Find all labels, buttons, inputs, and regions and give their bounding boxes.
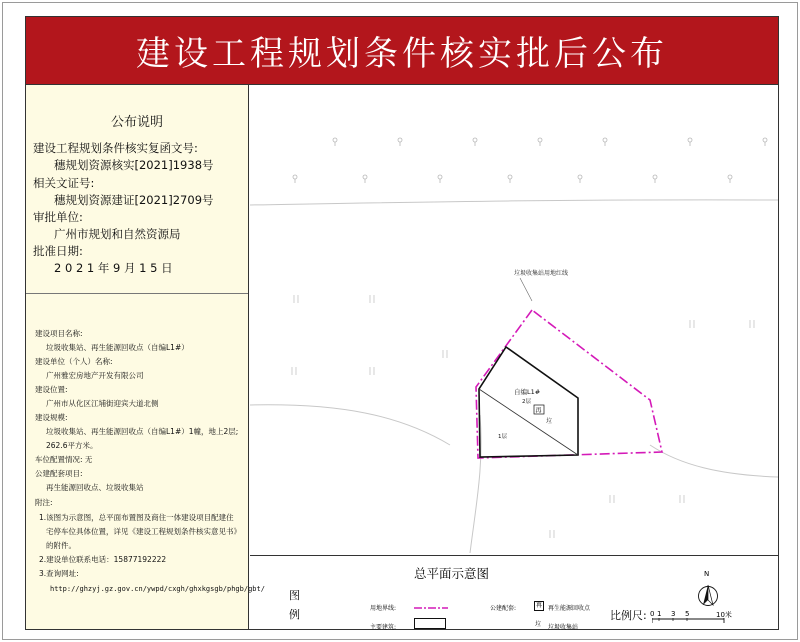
road-edge-line xyxy=(250,405,450,445)
scale-value-2: 262.6平方米。 xyxy=(46,441,98,450)
scale-bar xyxy=(652,618,732,624)
scale-bar-label: 比例尺: xyxy=(610,609,647,622)
approver-label: 审批单位: xyxy=(33,210,83,224)
public-facility-value: 再生能源回收点、垃圾收集站 xyxy=(46,483,144,492)
legend-tu: 图 xyxy=(289,589,300,602)
road-line xyxy=(250,200,778,205)
legend-building-label: 主要建筑: xyxy=(370,624,397,631)
floors-1-label: 1层 xyxy=(498,434,507,440)
north-label: N xyxy=(704,570,710,578)
legend-building-swatch xyxy=(414,618,446,629)
legend-public-label: 公建配套: xyxy=(490,605,517,612)
scale-tick-10: 10米 xyxy=(716,611,732,619)
parking-info: 车位配置情况: 无 xyxy=(35,455,93,464)
notice-heading: 公布说明 xyxy=(110,115,163,130)
north-arrow-icon xyxy=(697,574,719,610)
garbage-symbol: 垃 xyxy=(546,418,553,425)
legend-boundary-label: 用地界线: xyxy=(370,605,397,612)
legend-li: 例 xyxy=(289,608,300,621)
notes-label: 附注: xyxy=(35,498,53,507)
project-name-label: 建设项目名称: xyxy=(35,329,83,338)
vegetation-marks xyxy=(293,138,767,183)
approver-value: 广州市规划和自然资源局 xyxy=(54,227,181,241)
related-label: 相关文证号: xyxy=(33,176,95,190)
scale-label: 建设规模: xyxy=(35,413,68,422)
legend-panel xyxy=(250,555,778,629)
scale-value-1: 垃圾收集站、再生能源回收点（自编L1#）1幢，地上2层; xyxy=(46,427,239,436)
recycle-symbol: 再 xyxy=(535,407,542,415)
date-value: 2 0 2 1 年 9 月 1 5 日 xyxy=(54,261,173,275)
page-title-banner: 建设工程规划条件核实批后公布 xyxy=(26,17,778,85)
note-1-line-1: 1.该图为示意图，总平面布置图及商住一体建设项目配建住 xyxy=(39,513,234,522)
building-label: 自编L1# xyxy=(514,388,541,396)
panel-divider xyxy=(26,293,248,294)
doc-no-label: 建设工程规划条件核实复函文号: xyxy=(33,141,198,155)
scale-tick-1: 1 xyxy=(657,610,662,618)
floors-2-label: 2层 xyxy=(522,399,531,405)
legend-recycle-icon: 再 xyxy=(535,602,542,609)
contour-line xyxy=(650,445,778,477)
legend-garbage-icon: 垃 xyxy=(535,621,542,628)
legend-title: 总平面示意图 xyxy=(414,566,490,581)
note-1-line-3: 的附件。 xyxy=(46,541,76,550)
builder-label: 建设单位（个人）名称: xyxy=(35,357,113,366)
builder-value: 广州雅宏房地产开发有限公司 xyxy=(46,371,144,380)
scale-tick-3: 3 xyxy=(671,610,676,618)
note-1-line-2: 宅停车位具体位置，详见《建设工程规划条件核实意见书》 xyxy=(46,527,241,536)
project-name-value: 垃圾收集站、再生能源回收点（自编L1#） xyxy=(46,343,189,352)
notice-board-frame xyxy=(25,16,779,630)
legend-boundary-swatch xyxy=(414,605,448,611)
public-facility-label: 公建配套项目: xyxy=(35,469,83,478)
date-label: 批准日期: xyxy=(33,244,83,258)
scale-tick-5: 5 xyxy=(685,610,690,618)
location-label: 建设位置: xyxy=(35,385,68,394)
related-value: 穗规划资源建证[2021]2709号 xyxy=(54,193,214,207)
scale-tick-0: 0 xyxy=(650,610,655,618)
grass-marks xyxy=(292,295,754,538)
legend-garbage-label: 垃圾收集站 xyxy=(548,624,579,631)
legend-recycle-label: 再生能源回收点 xyxy=(548,605,591,612)
site-plan-drawing xyxy=(250,85,778,555)
location-value: 广州市从化区江埔街迎宾大道北侧 xyxy=(46,399,159,408)
note-3: 3.查询网址: xyxy=(39,569,79,578)
note-2: 2.建设单位联系电话：15877192222 xyxy=(39,555,167,564)
redline-leader xyxy=(520,278,532,301)
redline-label: 垃圾收集站用地红线 xyxy=(514,270,569,277)
doc-no-value: 穗规划资源核实[2021]1938号 xyxy=(54,158,214,172)
page-outer-border xyxy=(2,2,798,640)
notice-panel xyxy=(26,85,265,629)
query-url-link[interactable]: http://ghzyj.gz.gov.cn/ywpd/cxgh/ghxkgsgb/phgb/gbt/ xyxy=(50,585,265,593)
site-plan-map xyxy=(250,85,778,555)
